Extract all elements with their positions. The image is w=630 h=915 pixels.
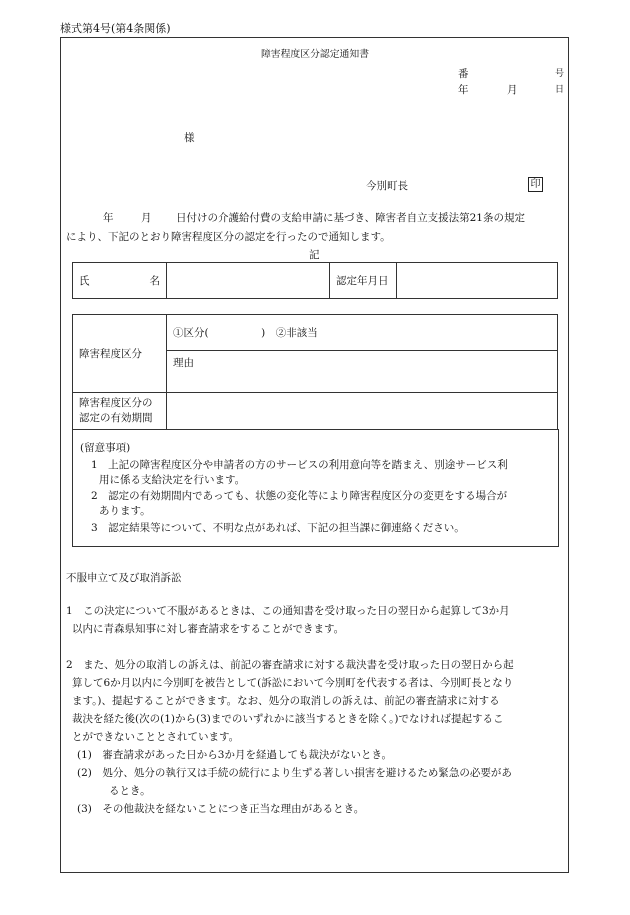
- name-label-b: 名: [149, 275, 160, 287]
- name-label-a: 氏: [79, 275, 90, 287]
- category-choice: ①区分( ) ②非該当: [167, 315, 558, 351]
- appeal-heading: 不服申立て及び取消訴訟: [66, 572, 182, 584]
- category-label: 障害程度区分: [73, 315, 167, 393]
- appeal-item-1: (1) 審査請求があった日から3か月を経過しても裁決がないとき。: [77, 749, 393, 761]
- appeal-p2-line2: 算して6か月以内に今別町を被告として(訴訟において今別町を代表する者は、今別町長となり: [72, 677, 514, 689]
- name-label-cell: [73, 263, 167, 299]
- intro-line2: により、下記のとおり障害程度区分の認定を行ったので通知します。: [66, 231, 391, 243]
- date-month: 月: [507, 84, 518, 96]
- appeal-p2-line4: 裁決を経た後(次の(1)から(3)までのいずれかに該当するときを除く。)でなければ提起するこ: [72, 713, 504, 725]
- date-year: 年: [458, 84, 469, 96]
- appeal-item-2: (2) 処分、処分の執行又は手続の続行により生ずる著しい損害を避けるため緊急の必要があ: [77, 767, 512, 779]
- cert-date-label: 認定年月日: [330, 263, 397, 299]
- appeal-p2-line5: とができないこととされています。: [72, 731, 240, 743]
- addressee-suffix: 様: [184, 132, 195, 144]
- number-ban: 番: [458, 68, 469, 80]
- intro-year: 年: [103, 212, 114, 224]
- date-day: 日: [555, 85, 565, 95]
- intro-month: 月: [141, 212, 152, 224]
- appeal-item-2-cont: るとき。: [109, 785, 151, 797]
- note-line-2: 用に係る支給決定を行います。: [99, 474, 246, 486]
- document-title: 障害程度区分認定通知書: [260, 49, 370, 60]
- ki-label: 記: [309, 249, 320, 261]
- appeal-item-3: (3) その他裁決を経ないことにつき正当な理由があるとき。: [77, 803, 365, 815]
- cert-date-value-cell: [397, 263, 558, 299]
- seal-mark: 印: [528, 177, 543, 192]
- appeal-p2-line3: ます。)、提起することができます。なお、処分の取消しの訴えは、前記の審査請求に対する: [72, 695, 500, 707]
- intro-line1: 日付けの介護給付費の支給申請に基づき、障害者自立支援法第21条の規定: [176, 212, 525, 224]
- number-go: 号: [555, 69, 565, 79]
- name-date-table: [72, 262, 558, 299]
- appeal-p1-line2: 以内に青森県知事に対し審査請求をすることができます。: [72, 623, 345, 635]
- notes-heading: (留意事項): [80, 442, 131, 454]
- validity-label-2: 認定の有効期間: [79, 412, 153, 424]
- appeal-p2-line1: 2 また、処分の取消しの訴えは、前記の審査請求に対する裁決書を受け取った日の翌日から起: [66, 659, 514, 671]
- validity-label-cell: [73, 393, 167, 430]
- name-value-cell: [167, 263, 330, 299]
- note-line-3: 2 認定の有効期間内であっても、状態の変化等により障害程度区分の変更をする場合が: [91, 490, 508, 502]
- validity-label-1: 障害程度区分の: [79, 397, 153, 409]
- form-number-label: 様式第4号(第4条関係): [60, 22, 171, 35]
- category-table: [72, 314, 558, 430]
- appeal-p1-line1: 1 この決定について不服があるときは、この通知書を受け取った日の翌日から起算して3か月: [66, 605, 510, 617]
- note-line-5: 3 認定結果等について、不明な点があれば、下記の担当課に御連絡ください。: [91, 522, 465, 534]
- note-line-4: あります。: [99, 505, 151, 517]
- note-line-1: 1 上記の障害程度区分や申請者の方のサービスの利用意向等を踏まえ、別途サービス利: [91, 459, 508, 471]
- reason-label: 理由: [167, 351, 558, 393]
- issuer-name: 今別町長: [366, 180, 408, 192]
- validity-value-cell: [167, 393, 558, 430]
